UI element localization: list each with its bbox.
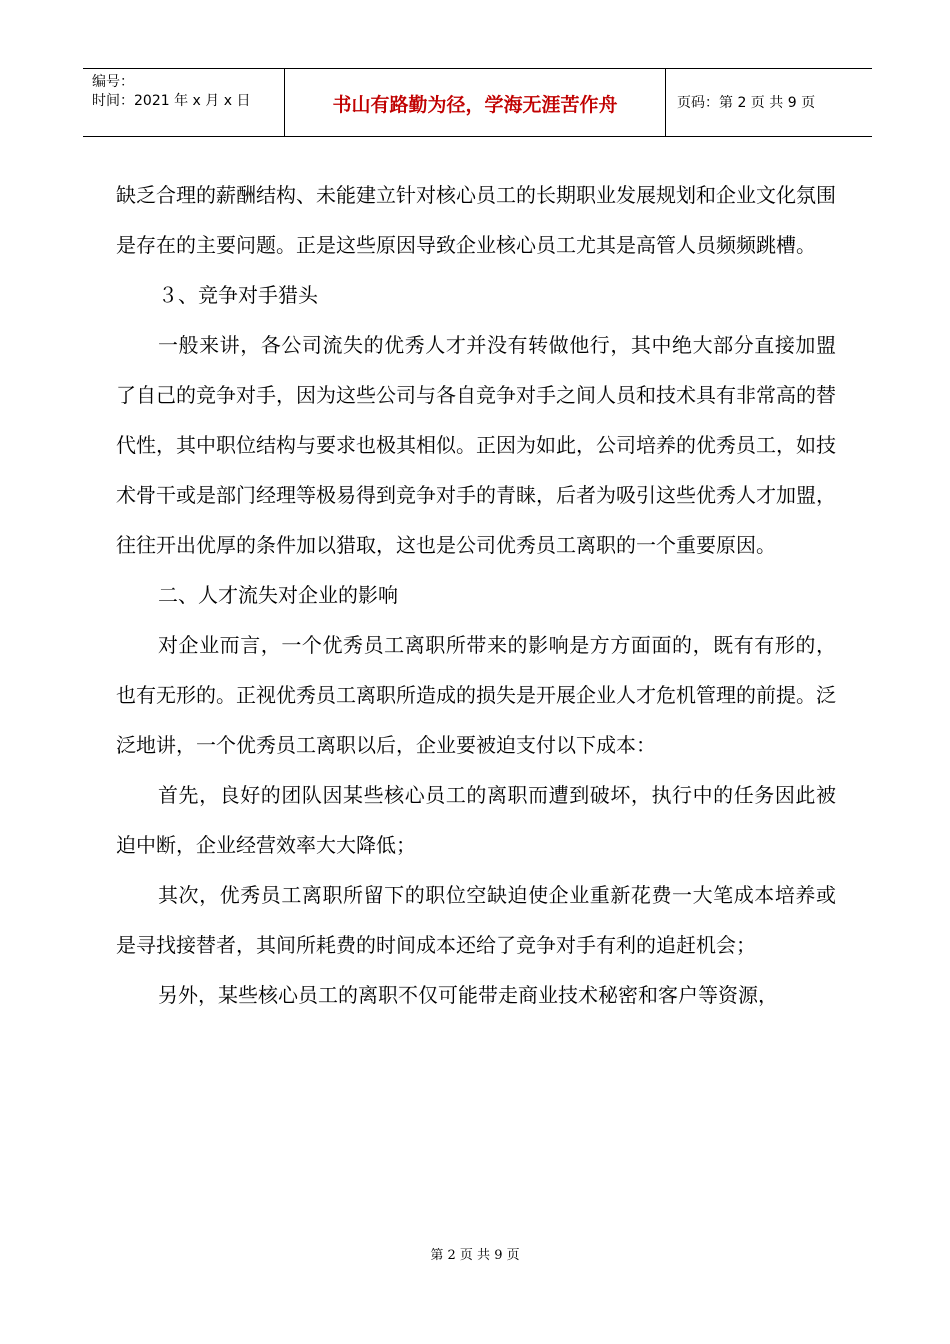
document-body <box>116 170 836 1020</box>
header-motto: 书山有路勤为径，学海无涯苦作舟 <box>332 94 618 116</box>
header-page-cell <box>665 69 872 136</box>
header-page-info: 页码：第 2 页 共 9 页 <box>677 95 816 111</box>
document-header <box>83 68 872 137</box>
header-meta-cell <box>83 69 283 136</box>
body-paragraph: 对企业而言，一个优秀员工离职所带来的影响是方方面面的，既有有形的，也有无形的。正视优秀员工离职所造成的损失是开展企业人才危机管理的前提。泛泛地讲，一个优秀员工离职以后，企业要被迫支付以下成本： <box>116 633 836 757</box>
body-paragraph: 缺乏合理的薪酬结构、未能建立针对核心员工的长期职业发展规划和企业文化氛围是存在的主要问题。正是这些原因导致企业核心员工尤其是高管人员频频跳槽。 <box>116 183 836 257</box>
section-heading-talent-loss-impact: 二、人才流失对企业的影响 <box>158 583 398 607</box>
document-date-label: 时间：2021 年 x 月 x 日 <box>92 93 251 109</box>
body-paragraph: 其次，优秀员工离职所留下的职位空缺迫使企业重新花费一大笔成本培养或是寻找接替者，其间所耗费的时间成本还给了竞争对手有利的追赶机会； <box>116 883 836 957</box>
page-footer: 第 2 页 共 9 页 <box>430 1248 520 1263</box>
header-motto-cell <box>284 69 666 136</box>
section-heading-competitor-headhunting: ３、竞争对手猎头 <box>158 283 318 307</box>
body-paragraph: 一般来讲，各公司流失的优秀人才并没有转做他行，其中绝大部分直接加盟了自己的竞争对手，因为这些公司与各自竞争对手之间人员和技术具有非常高的替代性，其中职位结构与要求也极其相似。正因为如此，公司培养的优秀员工，如技术骨干或是部门经理等极易得到竞争对手的青睐，后者为吸引这些优秀人才加盟，往往开出优厚的条件加以猎取，这也是公司优秀员工离职的一个重要原因。 <box>116 333 836 557</box>
document-number-label: 编号： <box>92 74 134 90</box>
body-paragraph: 另外，某些核心员工的离职不仅可能带走商业技术秘密和客户等资源， <box>158 983 778 1007</box>
body-paragraph: 首先，良好的团队因某些核心员工的离职而遭到破坏，执行中的任务因此被迫中断，企业经营效率大大降低； <box>116 783 836 857</box>
